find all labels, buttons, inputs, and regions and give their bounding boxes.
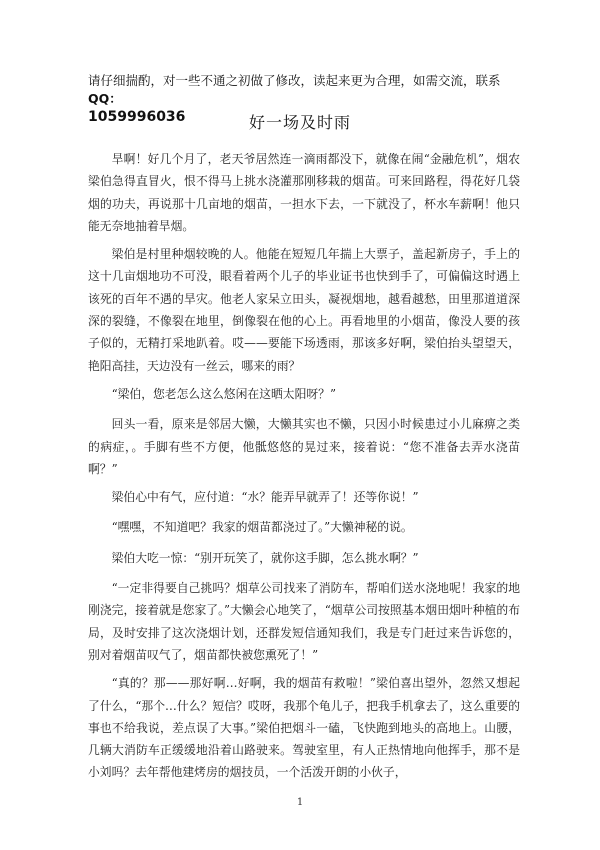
paragraph-6: “嘿嘿，不知道吧？我家的烟苗都浇过了。”大懒神秘的说。 — [111, 520, 413, 535]
paragraph-4: 回头一看，原来是邻居大懒，大懒其实也不懒，只因小时候患过小儿麻痹之类的病症，。手脚有些不方便，他骶悠悠的晃过来，接着说：“您不准备去弄水浇苗啊？” — [88, 417, 520, 476]
paragraph-9: “真的？那——那好啊…好啊，我的烟苗有救啦！”梁伯喜出望外，忽然又想起了什么，“那个…什么？短信？哎呀，我那个龟儿子，把我手机拿去了，这么重要的事也不给我说，差点误了大事。”梁伯把烟斗一磕，飞快跑到地头的高地上。山腰，几辆大消防车正缓缓地沿着山路驶来。驾驶室里，有人正热情地向他挥手，那不是小刘吗？去年帮他建烤房的烟技员，一个活泼开朗的小伙子， — [88, 676, 520, 780]
header-note-text: 请仔细揣酌，对一些不通之初做了修改，读起来更为合理，如需交流，联系 — [88, 73, 501, 88]
story-body — [88, 148, 520, 790]
paragraph-2: 梁伯是村里种烟较晚的人。他能在短短几年揣上大票子，盖起新房子，手上的这十几亩烟地功不可没，眼看着两个儿子的毕业证书也快到手了，可偏偏这时遇上该死的百年不遇的旱灾。他老人家呆立田头，凝视烟地，越看越愁，田里那道道深深的裂缝，不像裂在地里，倒像裂在他的心上。再看地里的小烟苗，像没人要的孩子似的，无精打采地趴着。哎——要能下场透雨，那该多好啊，梁伯抬头望望天，艳阳高挂，天边没有一丝云，哪来的雨？ — [88, 247, 520, 373]
paragraph-7: 梁伯大吃一惊：“别开玩笑了，就你这手脚，怎么挑水啊？” — [111, 550, 419, 565]
qq-number: 1059996036 — [88, 109, 186, 125]
paragraph-1: 旱啊！好几个月了，老天爷居然连一滴雨都没下，就像在闹“金融危机”，烟农梁伯急得直冒火，恨不得马上挑水浇灌那刚移栽的烟苗。可来回路程，得花好几袋烟的功夫，再说那十几亩地的烟苗，一担水下去，一下就没了，杯水车薪啊！他只能无奈地抽着旱烟。 — [88, 152, 520, 233]
page-number: 1 — [296, 797, 304, 808]
qq-label: QQ： — [88, 91, 122, 106]
paragraph-5: 梁伯心中有气，应付道：“水？能弄早就弄了！还等你说！” — [111, 490, 419, 505]
paragraph-8: “一定非得要自己挑吗？烟草公司找来了消防车，帮咱们送水浇地呢！我家的地刚浇完，接着就是您家了。”大懒会心地笑了，“烟草公司按照基本烟田烟叶种植的布局，及时安排了这次浇烟计划，还群发短信通知我们，我是专门赶过来告诉您的，别对着烟苗叹气了，烟苗都快被您熏死了！” — [88, 581, 520, 662]
paragraph-3: “梁伯，您老怎么这么悠闲在这晒太阳呀？” — [111, 386, 337, 401]
story-title: 好一场及时雨 — [248, 113, 351, 132]
